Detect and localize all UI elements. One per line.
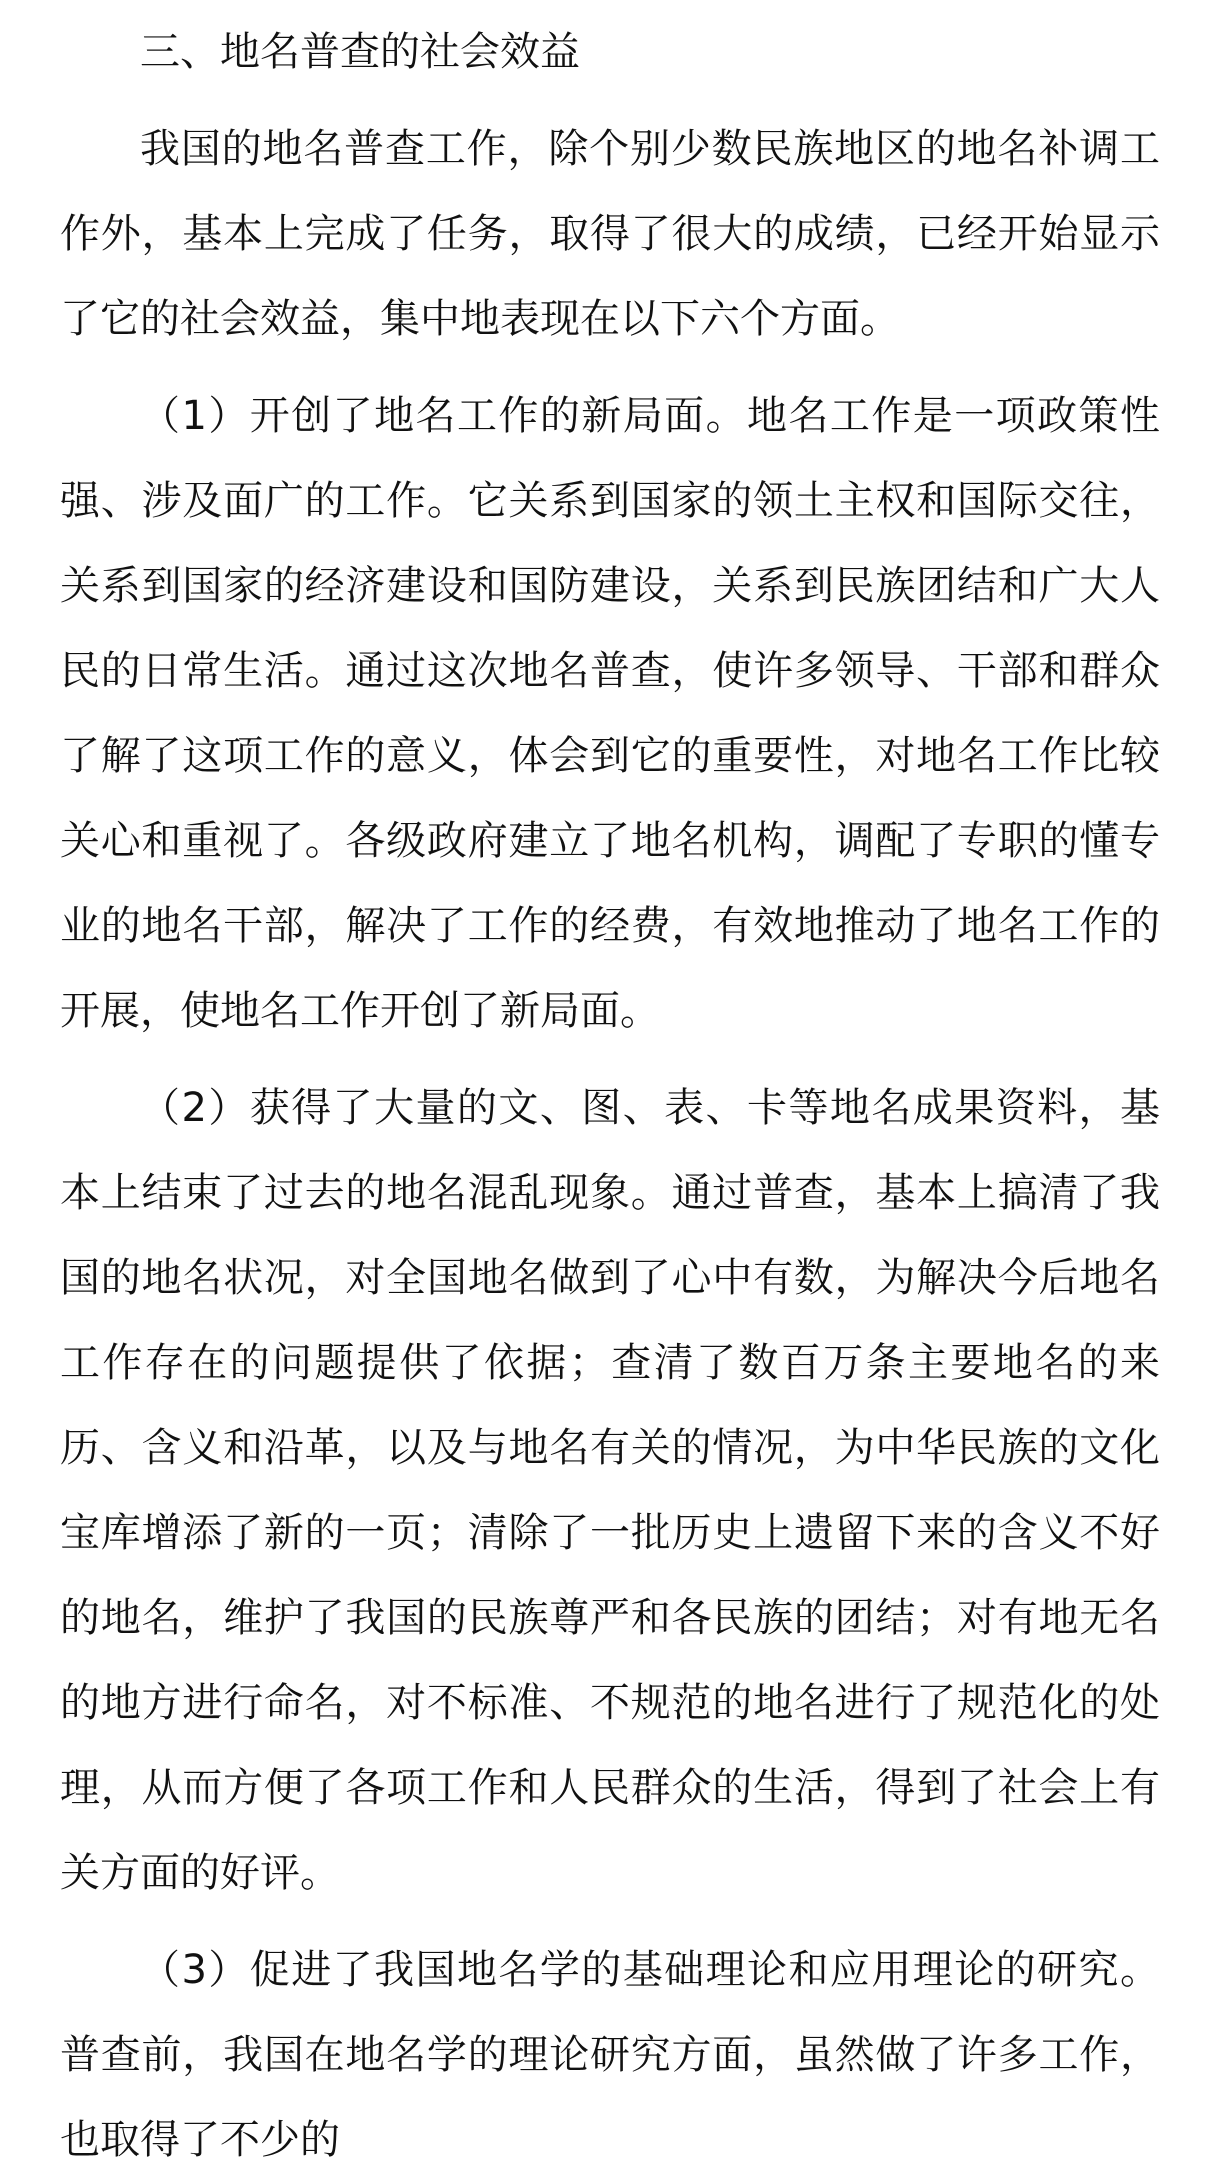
paragraph-item-2: （2）获得了大量的文、图、表、卡等地名成果资料，基本上结束了过去的地名混乱现象。通过普查，基本上搞清了我国的地名状况，对全国地名做到了心中有数，为解决今后地名工作存在的问题提供了依据；查清了数百万条主要地名的来历、含义和沿革，以及与地名有关的情况，为中华民族的文化宝库增添了新的一页；清除了一批历史上遗留下来的含义不好的地名，维护了我国的民族尊严和各民族的团结；对有地无名的地方进行命名，对不标准、不规范的地名进行了规范化的处理，从而方便了各项工作和人民群众的生活，得到了社会上有关方面的好评。 (60, 1085, 1160, 1896)
document-body (60, 10, 1160, 2183)
paragraph-intro: 我国的地名普查工作，除个别少数民族地区的地名补调工作外，基本上完成了任务，取得了很大的成绩，已经开始显示了它的社会效益，集中地表现在以下六个方面。 (60, 126, 1160, 342)
section-heading: 三、地名普查的社会效益 (140, 29, 580, 75)
paragraph-item-1: （1）开创了地名工作的新局面。地名工作是一项政策性强、涉及面广的工作。它关系到国家的领土主权和国际交往，关系到国家的经济建设和国防建设，关系到民族团结和广大人民的日常生活。通过这次地名普查，使许多领导、干部和群众了解了这项工作的意义，体会到它的重要性，对地名工作比较关心和重视了。各级政府建立了地名机构，调配了专职的懂专业的地名干部，解决了工作的经费，有效地推动了地名工作的开展，使地名工作开创了新局面。 (60, 393, 1160, 1034)
paragraph-item-3: （3）促进了我国地名学的基础理论和应用理论的研究。普查前，我国在地名学的理论研究方面，虽然做了许多工作，也取得了不少的 (60, 1947, 1160, 2163)
